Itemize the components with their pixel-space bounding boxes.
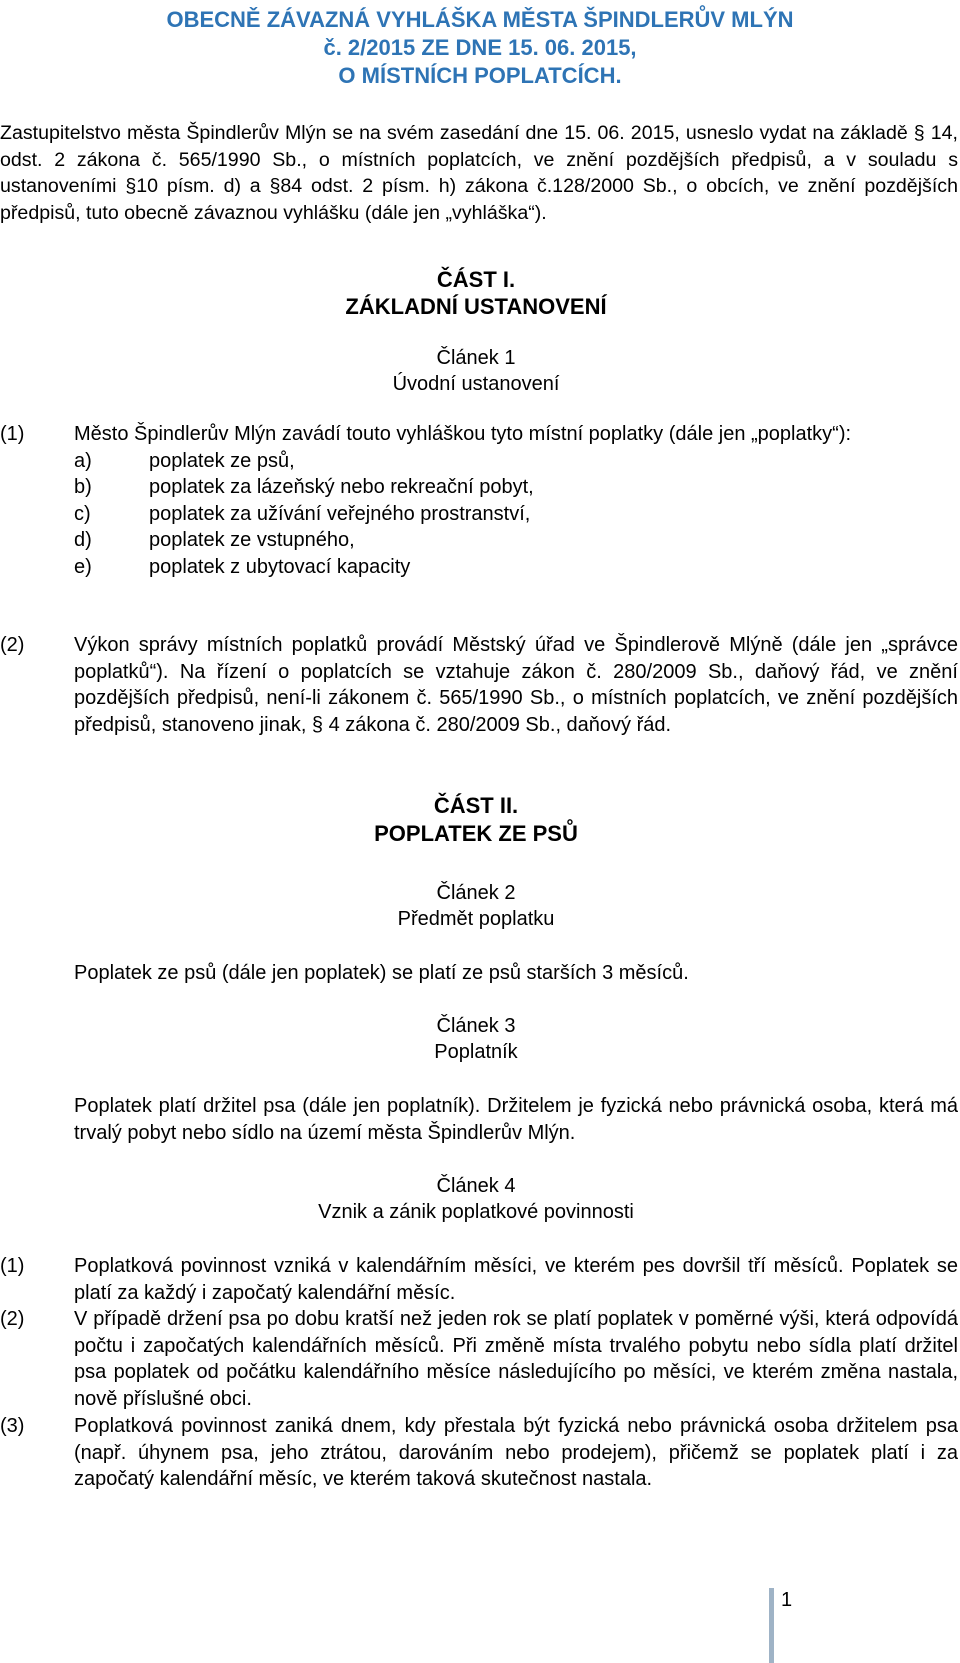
paragraph-text: V případě držení psa po dobu kratší než jeden rok se platí poplatek v poměrné výši, která odpovídá počtu i započatých kalendářních měsíců. Při změně místa trvalého pobytu nebo sídla platí držitel psa poplatek od počátku kalendářního měsíce následujícího po měsíci, ve kterém změna nastala, nově příslušné obci.: [74, 1308, 958, 1410]
article3-heading: Článek 3: [436, 1015, 516, 1037]
part1-title: ZÁKLADNÍ USTANOVENÍ: [345, 294, 607, 319]
paragraph-text: Výkon správy místních poplatků provádí Městský úřad ve Špindlerově Mlýně (dále jen „správce poplatků“). Na řízení o poplatcích se vztahuje zákon č. 280/2009 Sb., daňový řád, ve znění pozdějších předpisů, není-li zákonem č. 565/1990 Sb., o místních poplatcích, ve znění pozdějších předpisů, stanoveno jinak, § 4 zákona č. 280/2009 Sb., daňový řád.: [74, 634, 958, 736]
list-item: [74, 501, 958, 528]
title-line-3: O MÍSTNÍCH POPLATCÍCH.: [338, 63, 622, 88]
article4-title: Vznik a zánik poplatkové povinnosti: [318, 1201, 634, 1223]
fee-list: [74, 448, 958, 581]
part2-heading: ČÁST II.: [433, 793, 519, 818]
list-item-text: poplatek z ubytovací kapacity: [149, 555, 411, 578]
list-item-label: d): [74, 529, 92, 551]
list-item: [74, 554, 958, 581]
article1-paragraph-1: [0, 421, 958, 580]
paragraph-text: Město Špindlerův Mlýn zavádí touto vyhláškou tyto místní poplatky (dále jen „poplatky“):: [74, 423, 852, 445]
paragraph-text: Poplatková povinnost vzniká v kalendářním měsíci, ve kterém pes dovršil tří měsíců. Poplatek se platí za každý i započatý kalendářní měsíc.: [74, 1255, 958, 1304]
paragraph-number: (2): [0, 1308, 25, 1330]
list-item-text: poplatek za lázeňský nebo rekreační pobyt,: [149, 476, 534, 498]
article3-text: Poplatek platí držitel psa (dále jen poplatník). Držitelem je fyzická nebo právnická osoba, která má trvalý pobyt nebo sídlo na území města Špindlerův Mlýn.: [74, 1095, 958, 1144]
article1-heading: Článek 1: [436, 347, 516, 369]
part1-heading: ČÁST I.: [436, 267, 516, 292]
article2-title: Předmět poplatku: [397, 908, 555, 930]
paragraph-text: Poplatková povinnost zaniká dnem, kdy přestala být fyzická nebo právnická osoba držitelem psa (např. úhynem psa, jeho ztrátou, darováním nebo prodejem), přičemž se poplatek platí i za započatý kalendářní měsíc, ve kterém taková skutečnost nastala.: [74, 1415, 958, 1490]
list-item: [74, 474, 958, 501]
list-item-text: poplatek ze psů,: [149, 449, 295, 472]
list-item-text: poplatek ze vstupného,: [149, 529, 355, 551]
article4-paragraph-2: [0, 1306, 958, 1412]
list-item: [74, 527, 958, 554]
page-number: 1: [781, 1589, 793, 1611]
footer-bar: [769, 1588, 774, 1663]
list-item-label: a): [74, 449, 92, 472]
article1-title: Úvodní ustanovení: [392, 373, 560, 395]
list-item-text: poplatek za užívání veřejného prostranství,: [149, 502, 531, 525]
article1-paragraph-2: [0, 632, 958, 738]
paragraph-number: (2): [0, 634, 25, 656]
article4-heading: Článek 4: [436, 1175, 516, 1197]
title-line-1: OBECNĚ ZÁVAZNÁ VYHLÁŠKA MĚSTA ŠPINDLERŮV MLÝN: [166, 7, 794, 32]
part2-title: POPLATEK ZE PSŮ: [374, 821, 578, 846]
paragraph-number: (3): [0, 1415, 25, 1437]
article3-title: Poplatník: [434, 1041, 518, 1063]
article4-paragraph-1: [0, 1253, 958, 1306]
article4-paragraph-3: [0, 1413, 958, 1493]
article2-heading: Článek 2: [436, 882, 516, 904]
list-item-label: c): [74, 502, 91, 525]
list-item: [74, 448, 958, 475]
title-line-2: č. 2/2015 ZE DNE 15. 06. 2015,: [323, 35, 637, 60]
document-title: [0, 6, 960, 90]
intro-paragraph: Zastupitelstvo města Špindlerův Mlýn se na svém zasedání dne 15. 06. 2015, usneslo vydat na základě § 14, odst. 2 zákona č. 565/1990 Sb., o místních poplatcích, ve znění pozdějších předpisů, a v souladu s ustanoveními §10 písm. d) a §84 odst. 2 písm. h) zákona č.128/2000 Sb., o obcích, ve znění pozdějších předpisů, tuto obecně závaznou vyhlášku (dále jen „vyhláška“).: [0, 122, 958, 224]
article2-text: Poplatek ze psů (dále jen poplatek) se platí ze psů starších 3 měsíců.: [74, 962, 689, 984]
paragraph-number: (1): [0, 1255, 25, 1277]
paragraph-number: (1): [0, 423, 25, 445]
list-item-label: e): [74, 555, 92, 578]
list-item-label: b): [74, 476, 92, 498]
